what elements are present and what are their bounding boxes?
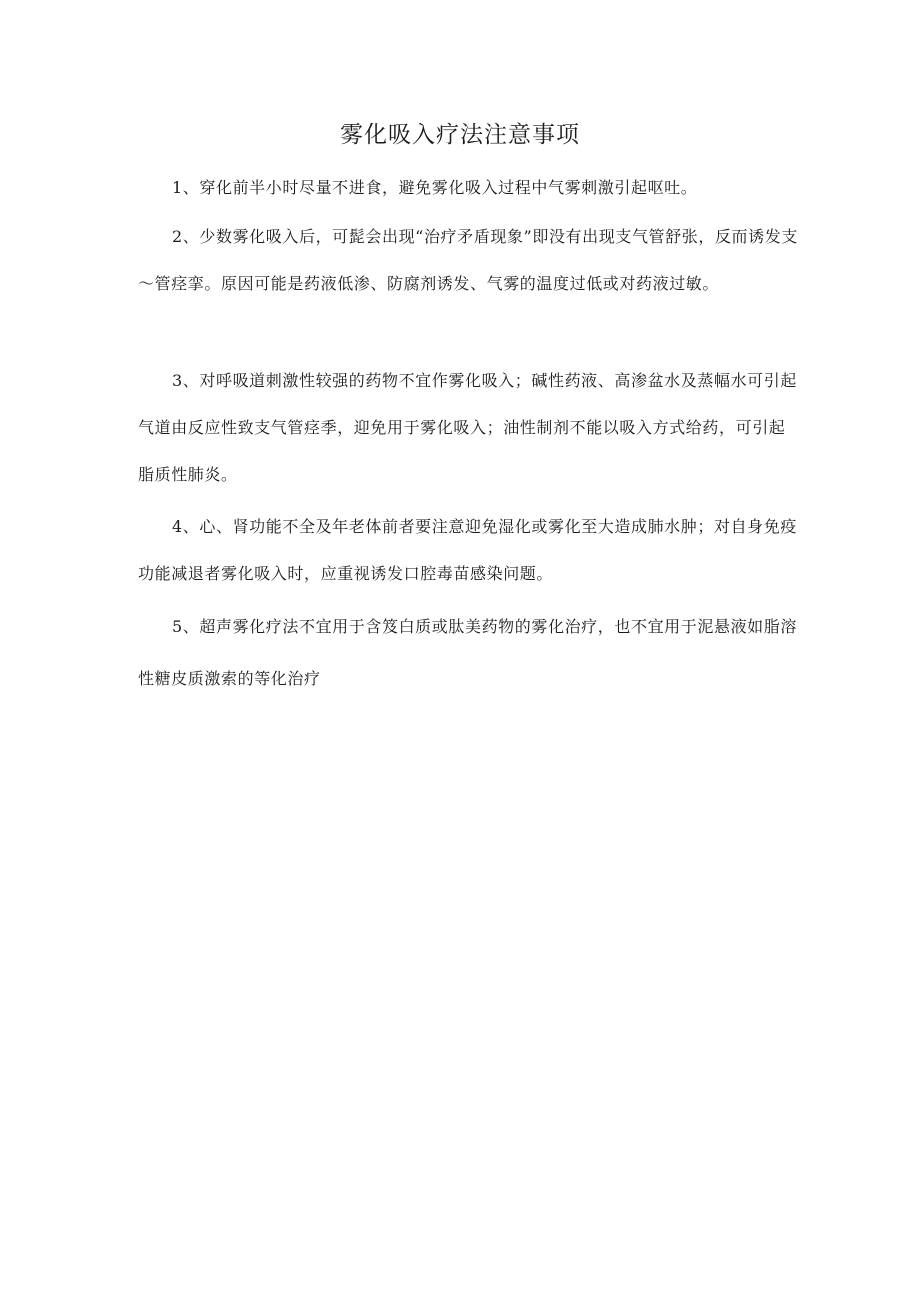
paragraph-3: 3、对呼吸道刺激性较强的药物不宜作雾化吸入；碱性药液、高渗盆水及蒸幅水可引起气道由反应性致支气管痉季，迎免用于雾化吸入；油性制剂不能以吸入方式给药，可引起脂质性肺炎。 xyxy=(138,371,797,484)
paragraph-5: 5、超声雾化疗法不宜用于含笈白质或肽美药物的雾化治疗，也不宜用于泥悬液如脂溶性糖皮质激索的等化治疗 xyxy=(138,617,797,688)
document-title: 雾化吸入疗法注意事项 xyxy=(340,122,580,148)
paragraph-1: 1、穿化前半小时尽量不进食，避免雾化吸入过程中气雾刺激引起呕吐。 xyxy=(172,178,698,197)
paragraph-4: 4、心、肾功能不全及年老体前者要注意迎免湿化或雾化至大造成肺水肿；对自身免疫功能减退者雾化吸入时，应重视诱发口腔毒苗感染问题。 xyxy=(138,517,797,583)
paragraph-2: 2、少数雾化吸入后，可髭会出现“治疗矛盾现象”即没有出现支气管舒张，反而诱发支～管痉挛。原因可能是药液低渗、防腐剂诱发、气雾的温度过低或对药液过敏。 xyxy=(138,227,798,293)
